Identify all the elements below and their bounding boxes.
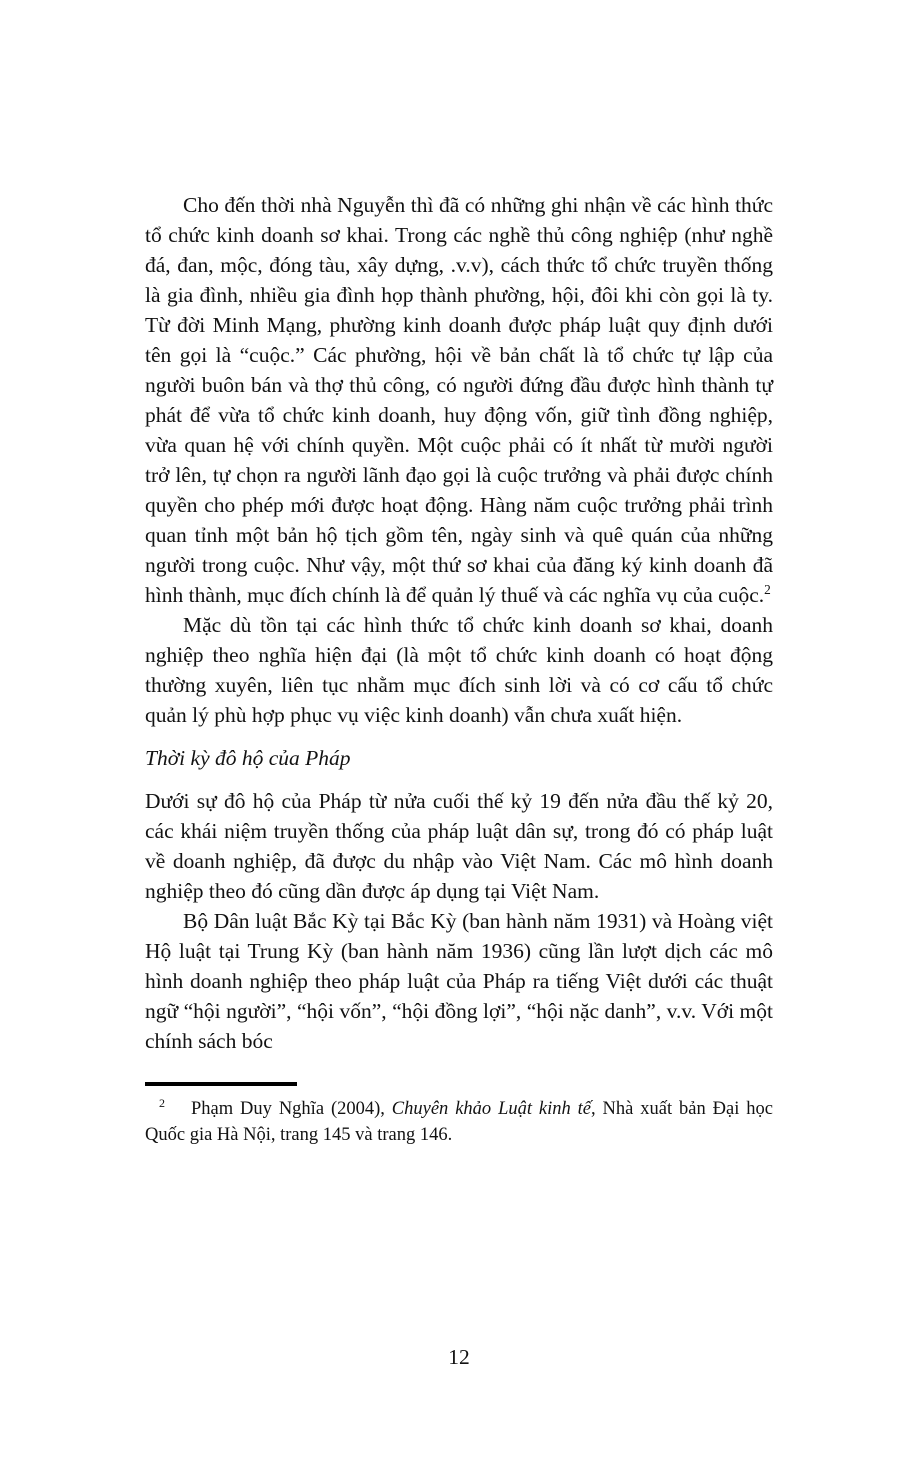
text-column (145, 190, 773, 1148)
footnote-book-title: Chuyên khảo Luật kinh tế (391, 1099, 592, 1119)
paragraph-4: Bộ Dân luật Bắc Kỳ tại Bắc Kỳ (ban hành năm 1931) và Hoàng việt Hộ luật tại Trung Kỳ (ban hành năm 1936) cũng lần lượt dịch các mô hình doanh nghiệp theo pháp luật của Pháp ra tiếng Việt dưới các thuật ngữ “hội người”, “hội vốn”, “hội đồng lợi”, “hội nặc danh”, v.v. Với một chính sách bóc (145, 909, 773, 1053)
footnote (145, 1096, 773, 1148)
footnote-text-after-title: , Nhà xuất bản Đại học Quốc gia Hà Nội, trang 145 và trang 146. (145, 1099, 773, 1145)
paragraph-1-text: Cho đến thời nhà Nguyễn thì đã có những ghi nhận về các hình thức tổ chức kinh doanh sơ khai. Trong các nghề thủ công nghiệp (như nghề đá, đan, mộc, đóng tàu, xây dựng, .v.v), cách thức tổ chức truyền thống là gia đình, nhiều gia đình họp thành phường, hội, đôi khi còn gọi là ty. Từ đời Minh Mạng, phường kinh doanh được pháp luật quy định dưới tên gọi là “cuộc.” Các phường, hội về bản chất là tổ chức tự lập của người buôn bán và thợ thủ công, có người đứng đầu được hình thành tự phát để vừa tổ chức kinh doanh, huy động vốn, giữ tình đồng nghiệp, vừa quan hệ với chính quyền. Một cuộc phải có ít nhất từ mười người trở lên, tự chọn ra người lãnh đạo gọi là cuộc trưởng và phải được chính quyền cho phép mới được hoạt động. Hàng năm cuộc trưởng phải trình quan tỉnh một bản hộ tịch gồm tên, ngày sinh và quê quán của những người trong cuộc. Như vậy, một thứ sơ khai của đăng ký kinh doanh đã hình thành, mục đích chính là để quản lý thuế và các nghĩa vụ của cuộc. (145, 193, 773, 607)
footnote-block (145, 1082, 773, 1148)
paragraph-2: Mặc dù tồn tại các hình thức tổ chức kinh doanh sơ khai, doanh nghiệp theo nghĩa hiện đại (là một tổ chức kinh doanh có hoạt động thường xuyên, liên tục nhằm mục đích sinh lời và có cơ cấu tổ chức quản lý phù hợp phục vụ việc kinh doanh) vẫn chưa xuất hiện. (145, 613, 773, 727)
footnote-text-before-title: Phạm Duy Nghĩa (2004), (191, 1099, 392, 1119)
page-number: 12 (448, 1345, 470, 1369)
section-heading: Thời kỳ đô hộ của Pháp (145, 746, 351, 770)
footnote-reference-2: 2 (764, 581, 771, 597)
footnote-marker: 2 (159, 1095, 166, 1110)
paragraph-3: Dưới sự đô hộ của Pháp từ nửa cuối thế kỷ 19 đến nửa đầu thế kỷ 20, các khái niệm truyền thống của pháp luật dân sự, trong đó có pháp luật về doanh nghiệp, đã được du nhập vào Việt Nam. Các mô hình doanh nghiệp theo đó cũng dần được áp dụng tại Việt Nam. (145, 789, 773, 903)
footnote-separator-rule (145, 1082, 297, 1086)
paragraph-1 (145, 190, 773, 610)
